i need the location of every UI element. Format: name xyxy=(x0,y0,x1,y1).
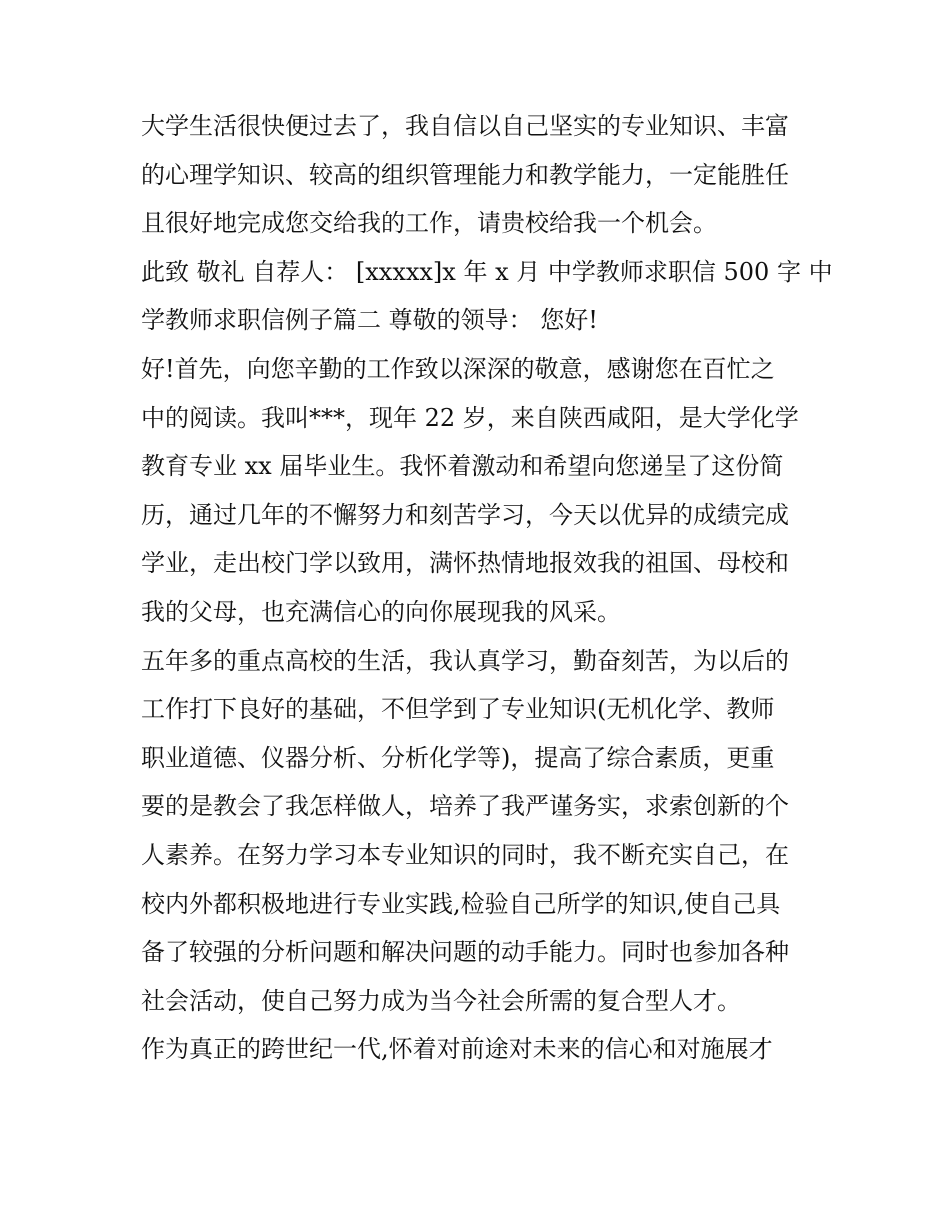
text-line: 我的父母，也充满信心的向你展现我的风采。 xyxy=(141,597,621,626)
text-line: 中的阅读。我叫***，现年 22 岁，来自陕西咸阳，是大学化学 xyxy=(141,403,799,432)
text-line: 学教师求职信例子篇二 尊敬的领导： 您好! xyxy=(141,306,598,335)
text-line: 职业道德、仪器分析、分析化学等)，提高了综合素质，更重 xyxy=(141,743,775,772)
text-line: 好!首先，向您辛勤的工作致以深深的敬意，感谢您在百忙之 xyxy=(141,354,775,383)
text-line: 教育专业 xx 届毕业生。我怀着激动和希望向您递呈了这份简 xyxy=(141,452,784,481)
paragraph-2 xyxy=(141,248,833,345)
paragraph-3 xyxy=(141,345,821,637)
text-line: 要的是教会了我怎样做人，培养了我严谨务实，求索创新的个 xyxy=(141,792,789,821)
text-line: 五年多的重点高校的生活，我认真学习，勤奋刻苦，为以后的 xyxy=(141,646,789,675)
text-line: 校内外都积极地进行专业实践,检验自己所学的知识,使自己具 xyxy=(141,889,781,918)
text-line: 工作打下良好的基础，不但学到了专业知识(无机化学、教师 xyxy=(141,695,775,724)
text-line: 备了较强的分析问题和解决问题的动手能力。同时也参加各种 xyxy=(141,938,789,967)
document-body xyxy=(141,102,833,1074)
paragraph-4 xyxy=(141,637,821,1026)
paragraph-5 xyxy=(141,1025,821,1074)
text-line: 且很好地完成您交给我的工作，请贵校给我一个机会。 xyxy=(141,209,717,238)
text-line: 人素养。在努力学习本专业知识的同时，我不断充实自己，在 xyxy=(141,840,789,869)
text-line: 的心理学知识、较高的组织管理能力和教学能力，一定能胜任 xyxy=(141,160,789,189)
text-line: 作为真正的跨世纪一代,怀着对前途对未来的信心和对施展才 xyxy=(141,1035,773,1064)
text-line: 此致 敬礼 自荐人： [xxxxx]x 年 x 月 中学教师求职信 500 字 中 xyxy=(141,257,833,286)
text-line: 历，通过几年的不懈努力和刻苦学习，今天以优异的成绩完成 xyxy=(141,500,789,529)
text-line: 学业，走出校门学以致用，满怀热情地报效我的祖国、母校和 xyxy=(141,549,789,578)
text-line: 社会活动，使自己努力成为当今社会所需的复合型人才。 xyxy=(141,986,741,1015)
paragraph-1 xyxy=(141,102,821,248)
text-line: 大学生活很快便过去了，我自信以自己坚实的专业知识、丰富 xyxy=(141,112,789,140)
